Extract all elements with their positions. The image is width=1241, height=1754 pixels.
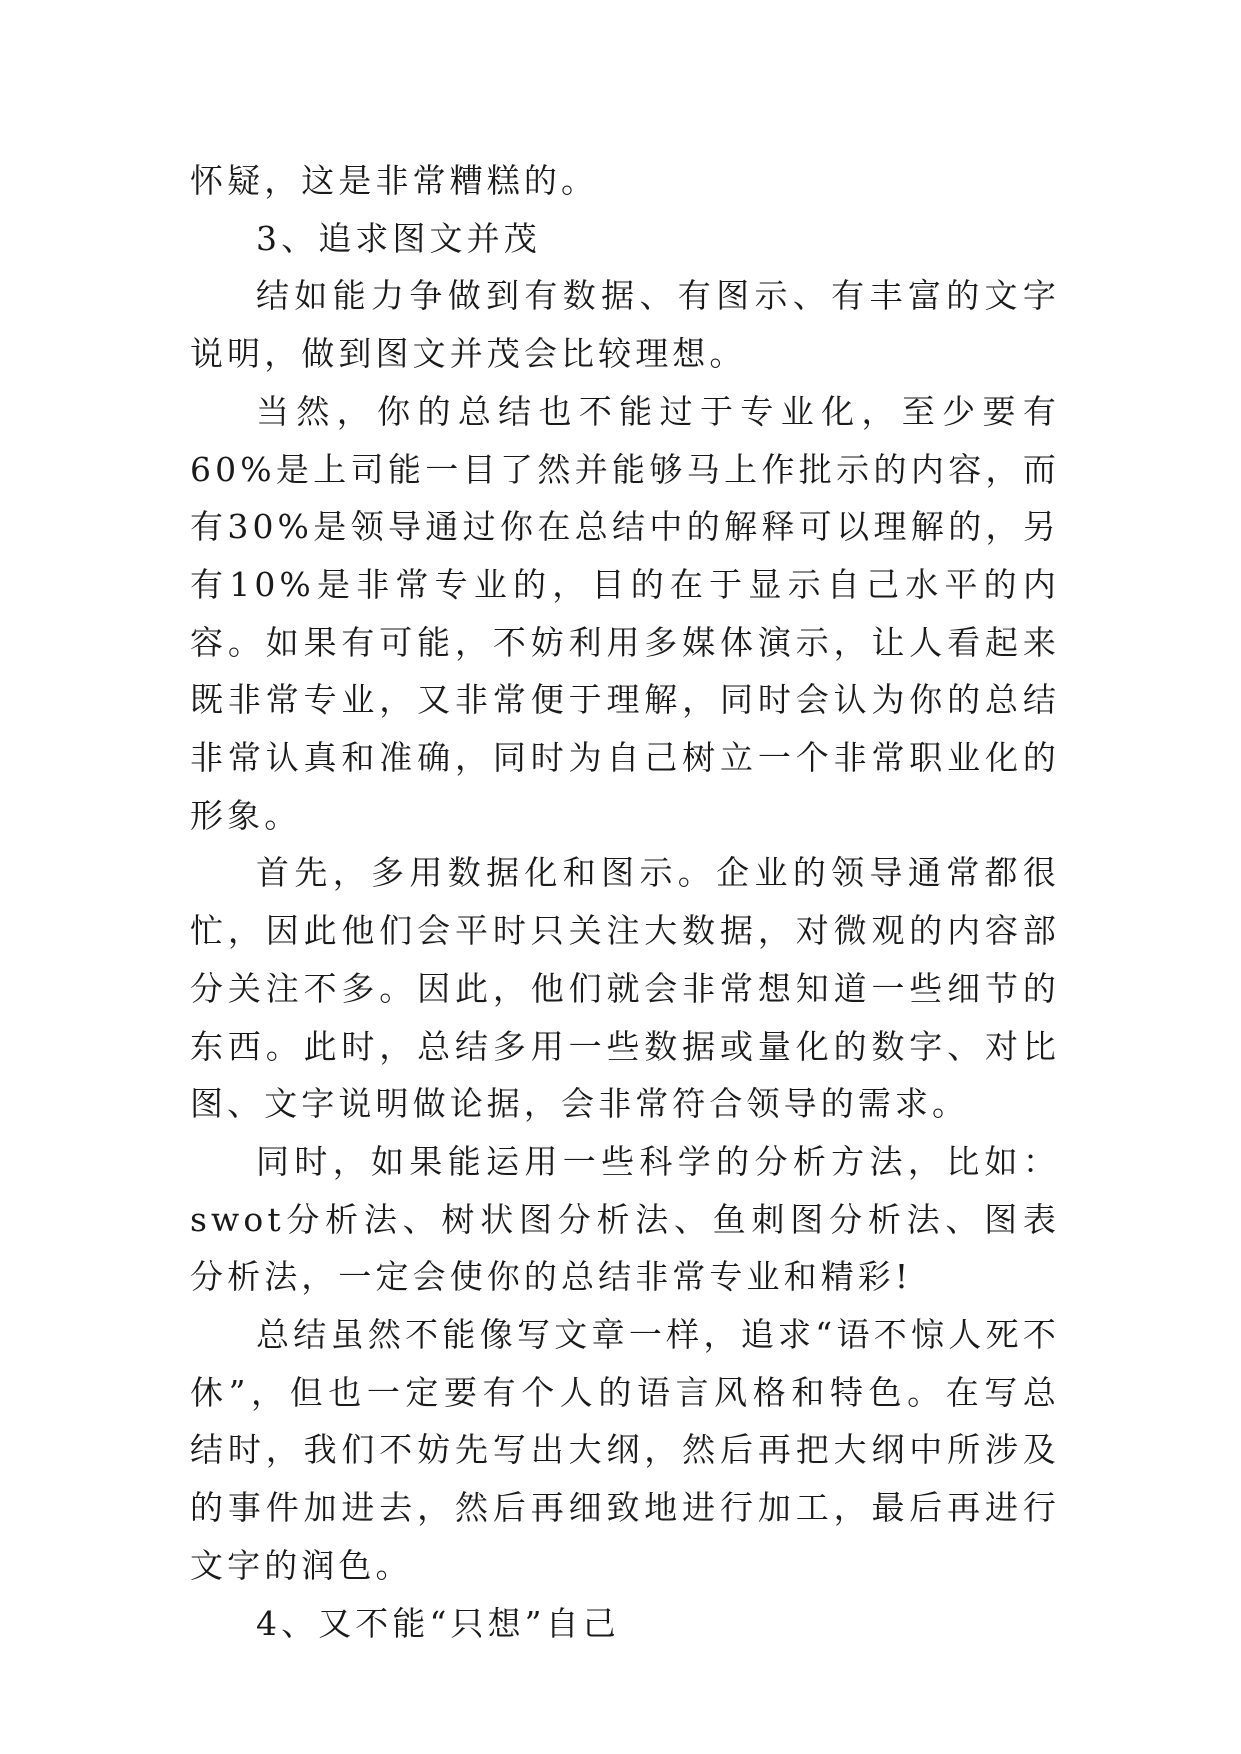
paragraph: 同时，如果能运用一些科学的分析方法，比如：swot分析法、树状图分析法、鱼刺图分析法、图表分析法，一定会使你的总结非常专业和精彩! [190,1141,1060,1297]
paragraph: 当然，你的总结也不能过于专业化，至少要有60%是上司能一目了然并能够马上作批示的内容，而有30%是领导通过你在总结中的解释可以理解的，另有10%是非常专业的，目的在于显示自己水平的内容。如果有可能，不妨利用多媒体演示，让人看起来既非常专业，又非常便于理解，同时会认为你的总结非常认真和准确，同时为自己树立一个非常职业化的形象。 [190,391,1060,835]
section-heading-3: 3、追求图文并茂 [256,218,541,258]
document-body [190,152,1060,1652]
paragraph: 首先，多用数据化和图示。企业的领导通常都很忙，因此他们会平时只关注大数据，对微观的内容部分关注不多。因此，他们就会非常想知道一些细节的东西。此时，总结多用一些数据或量化的数字、对比图、文字说明做论据，会非常符合领导的需求。 [190,853,1060,1124]
section-heading-4: 4、又不能“只想”自己 [256,1603,620,1643]
paragraph: 结如能力争做到有数据、有图示、有丰富的文字说明，做到图文并茂会比较理想。 [190,276,1060,374]
paragraph-continuation: 怀疑，这是非常糟糕的。 [190,161,599,200]
paragraph: 总结虽然不能像写文章一样，追求“语不惊人死不休”，但也一定要有个人的语言风格和特色。在写总结时，我们不妨先写出大纲，然后再把大纲中所涉及的事件加进去，然后再细致地进行加工，最后再进行文字的润色。 [190,1315,1060,1585]
